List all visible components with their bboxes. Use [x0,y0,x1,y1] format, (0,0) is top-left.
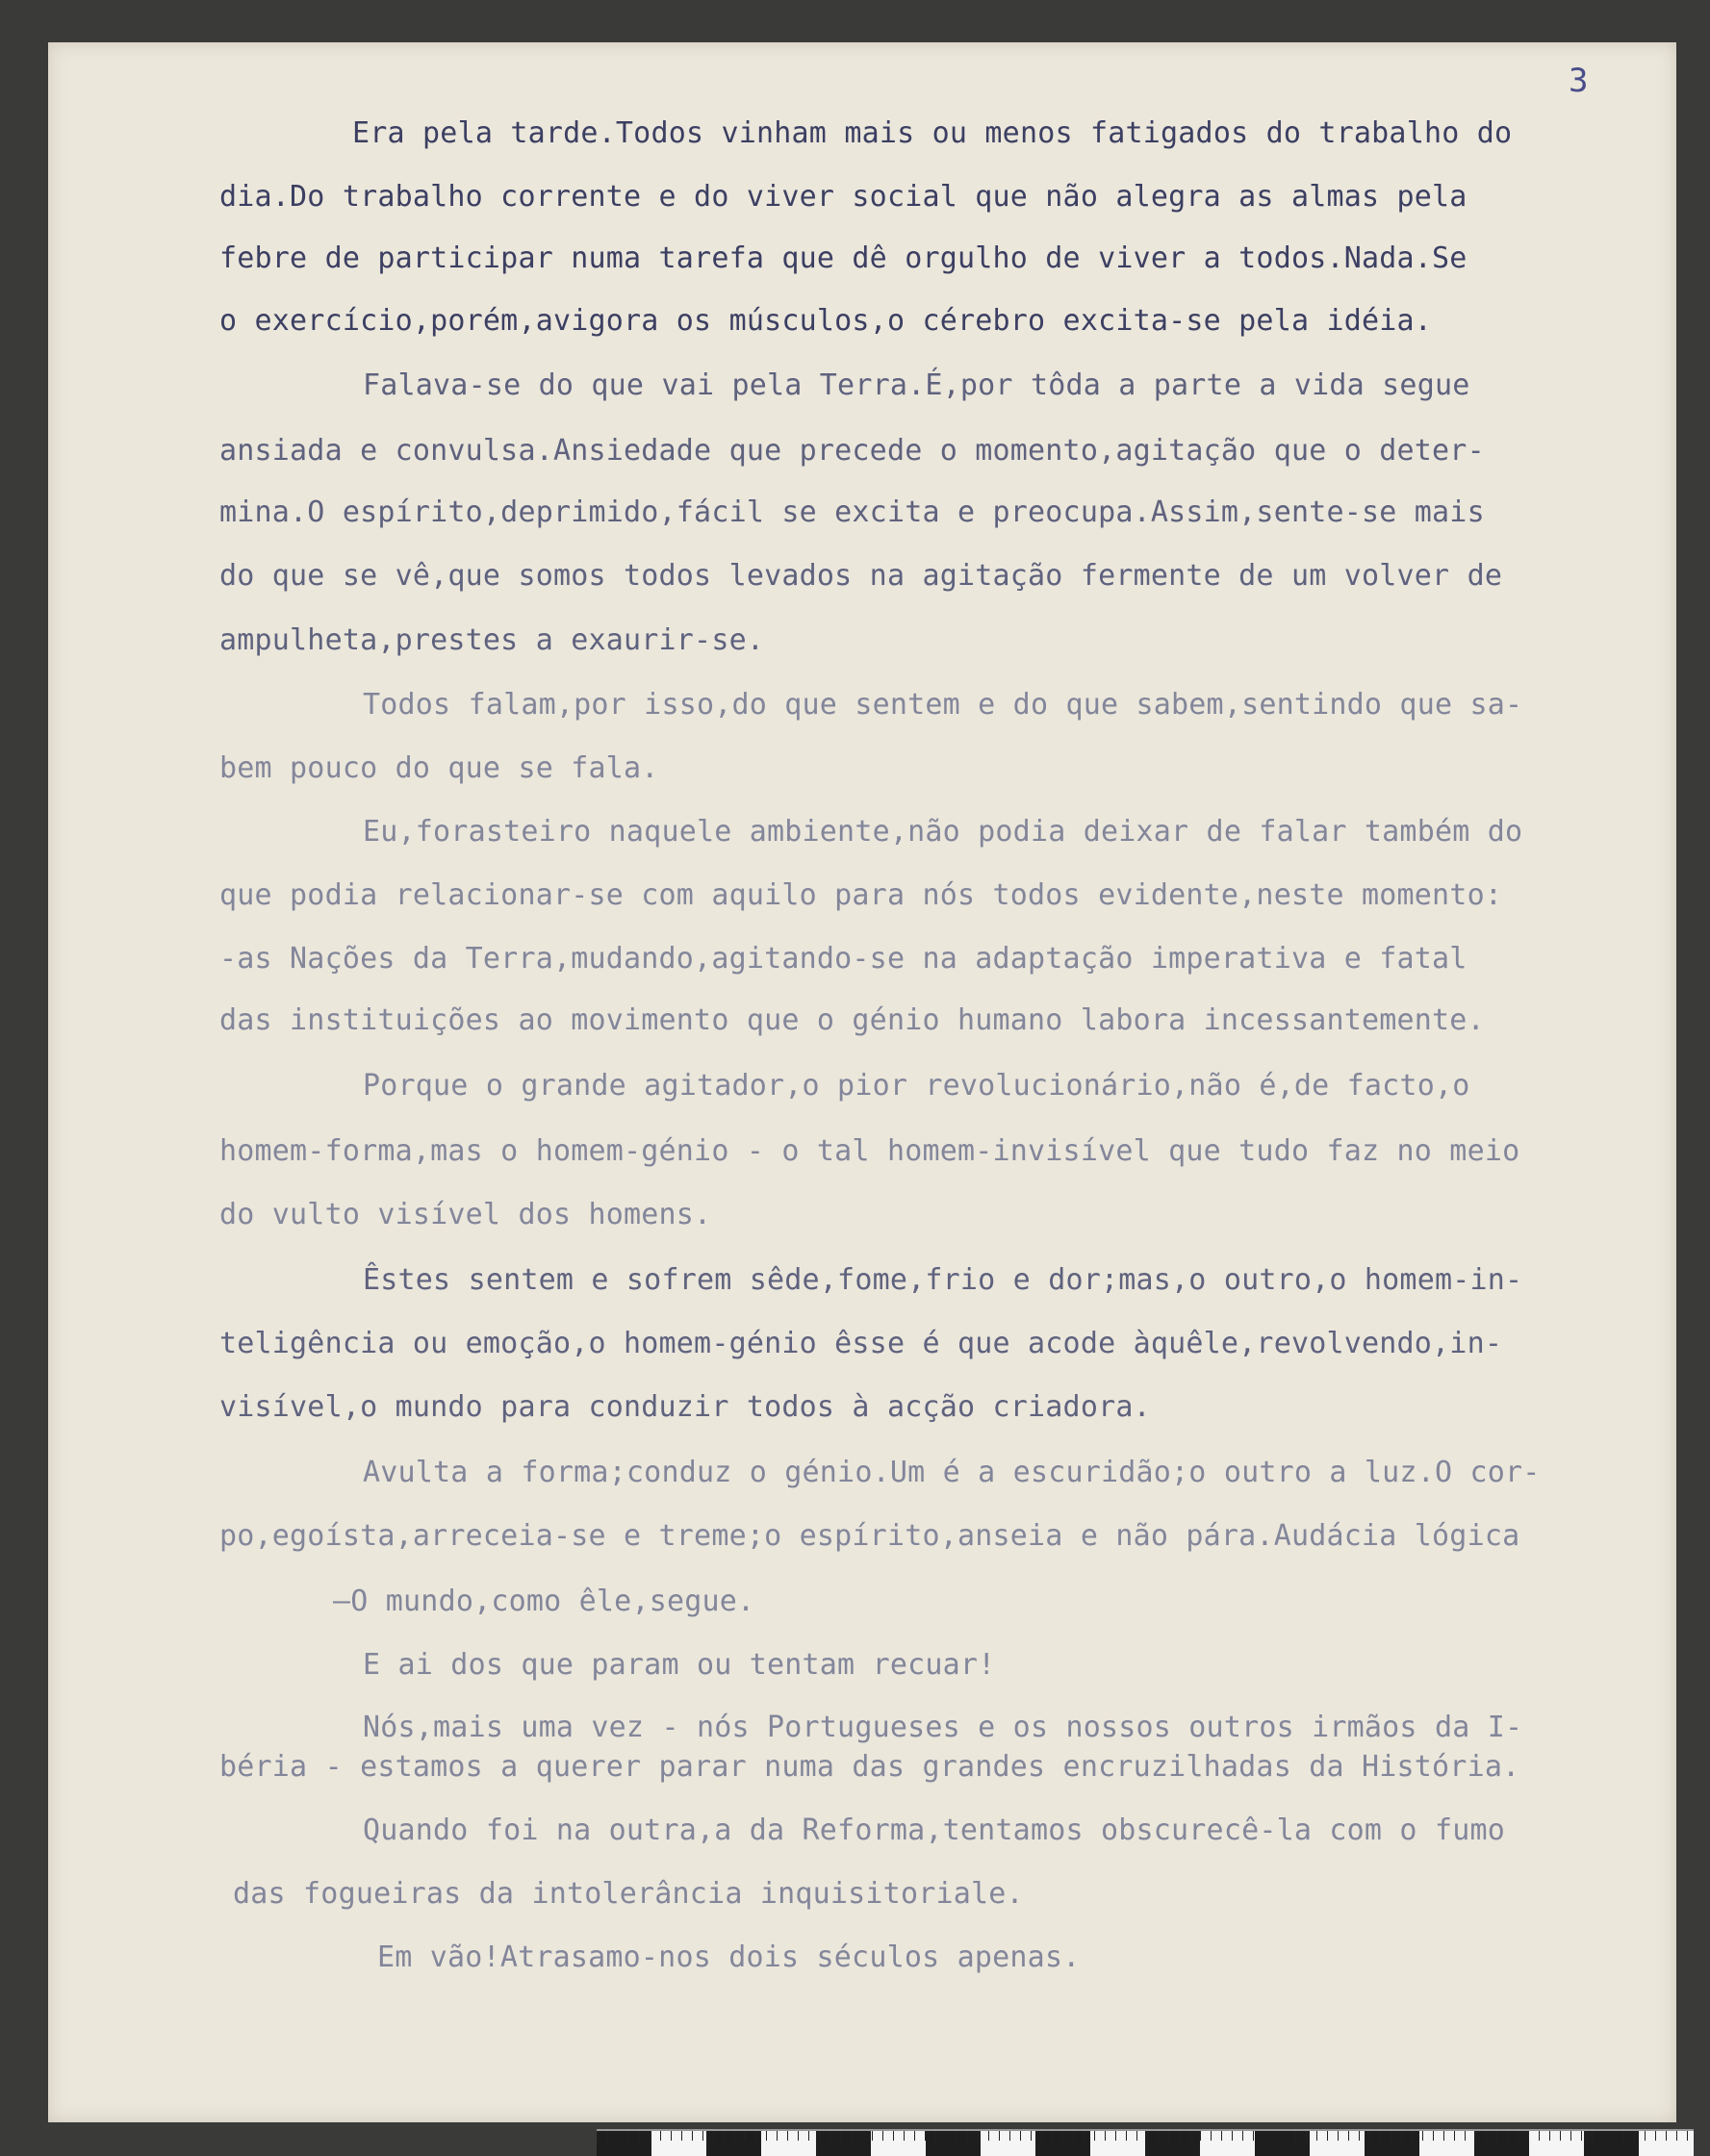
text-line: Era pela tarde.Todos vinham mais ou menos fatigados do trabalho do [352,116,1513,150]
ruler-ticks [597,2131,1694,2141]
text-line: -as Nações da Terra,mudando,agitando-se na adaptação imperativa e fatal [219,942,1468,976]
text-line: Avulta a forma;conduz o génio.Um é a escuridão;o outro a luz.O cor- [363,1456,1541,1489]
text-line: Êstes sentem e sofrem sêde,fome,frio e dor;mas,o outro,o homem-in- [363,1263,1523,1297]
text-line: Todos falam,por isso,do que sentem e do que sabem,sentindo que sa- [363,688,1523,722]
text-line: ansiada e convulsa.Ansiedade que precede o momento,agitação que o deter- [219,434,1485,468]
text-line: ampulheta,prestes a exaurir-se. [219,623,765,657]
text-line: das fogueiras da intolerância inquisitoriale. [233,1877,1024,1911]
text-line: Falava-se do que vai pela Terra.É,por tôda a parte a vida segue [363,368,1470,402]
text-line: Quando foi na outra,a da Reforma,tentamos obscurecê-la com o fumo [363,1814,1505,1847]
text-line: Em vão!Atrasamo-nos dois séculos apenas. [377,1940,1081,1974]
text-line: que podia relacionar-se com aquilo para nós todos evidente,neste momento: [219,878,1503,912]
text-line: mina.O espírito,deprimido,fácil se excita e preocupa.Assim,sente-se mais [219,495,1485,529]
text-line: teligência ou emoção,o homem-génio êsse é que acode àquêle,revolvendo,in- [219,1327,1503,1360]
text-line: Porque o grande agitador,o pior revolucionário,não é,de facto,o [363,1069,1470,1103]
text-line: bem pouco do que se fala. [219,751,659,785]
text-line: do que se vê,que somos todos levados na agitação fermente de um volver de [219,559,1503,593]
text-line: E ai dos que param ou tentam recuar! [363,1648,996,1682]
text-line: visível,o mundo para conduzir todos à acção criadora. [219,1390,1151,1424]
text-line: o exercício,porém,avigora os músculos,o cérebro excita-se pela idéia. [219,304,1433,338]
text-line: béria - estamos a querer parar numa das grandes encruzilhadas da História. [219,1750,1520,1784]
text-line: —O mundo,como êle,segue. [333,1585,755,1618]
page-number: 3 [1569,62,1589,100]
text-line: Nós,mais uma vez - nós Portugueses e os nossos outros irmãos da I- [363,1711,1523,1744]
typewritten-page [48,42,1676,2122]
text-line: Eu,forasteiro naquele ambiente,não podia deixar de falar também do [363,815,1523,849]
text-line: febre de participar numa tarefa que dê orgulho de viver a todos.Nada.Se [219,241,1468,275]
text-line: do vulto visível dos homens. [219,1198,712,1231]
text-line: homem-forma,mas o homem-génio - o tal homem-invisível que tudo faz no meio [219,1134,1520,1168]
color-scale-ruler [597,2129,1694,2156]
text-line: das instituições ao movimento que o génio humano labora incessantemente. [219,1003,1485,1037]
text-line: dia.Do trabalho corrente e do viver social que não alegra as almas pela [219,180,1468,214]
text-line: po,egoísta,arreceia-se e treme;o espírito,anseia e não pára.Audácia lógica [219,1519,1520,1553]
